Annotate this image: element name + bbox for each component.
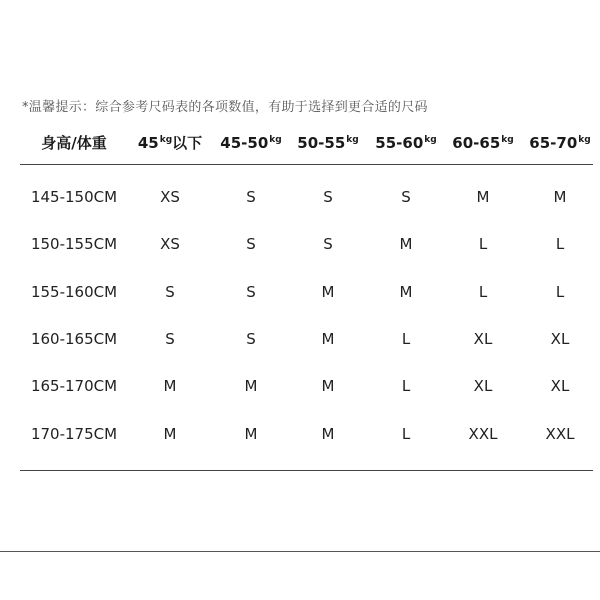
size-cell: L (401, 377, 411, 395)
row-height-label: 145-150CM (30, 188, 118, 206)
size-cell: M (321, 330, 335, 348)
size-cell: S (246, 330, 256, 348)
size-cell: S (323, 188, 333, 206)
table-bottom-divider (20, 470, 593, 471)
size-table-header (0, 128, 600, 158)
row-height-label: 155-160CM (30, 283, 118, 301)
row-height-label: 165-170CM (30, 377, 118, 395)
size-cell: L (478, 235, 488, 253)
size-cell: M (244, 377, 258, 395)
size-cell: XS (160, 235, 180, 253)
size-cell: M (244, 425, 258, 443)
size-cell: XL (473, 377, 493, 395)
size-cell: M (321, 283, 335, 301)
header-height-weight: 身高/体重 (41, 134, 107, 152)
size-cell: S (165, 283, 175, 301)
table-row (0, 371, 600, 401)
table-row (0, 229, 600, 259)
row-height-label: 160-165CM (30, 330, 118, 348)
size-cell: S (246, 283, 256, 301)
size-cell: XXL (545, 425, 575, 443)
size-cell: S (401, 188, 411, 206)
header-weight-col-6: $65-70^{kg}$ (529, 134, 591, 152)
table-row (0, 419, 600, 449)
size-cell: XL (473, 330, 493, 348)
table-row (0, 277, 600, 307)
row-height-label: 170-175CM (30, 425, 118, 443)
size-cell: XL (550, 377, 570, 395)
size-cell: L (401, 330, 411, 348)
header-weight-col-4: $55-60^{kg}$ (375, 134, 437, 152)
size-cell: L (478, 283, 488, 301)
size-cell: M (321, 425, 335, 443)
size-cell: M (553, 188, 567, 206)
size-cell: S (246, 235, 256, 253)
size-cell: M (163, 377, 177, 395)
size-cell: S (246, 188, 256, 206)
size-cell: M (476, 188, 490, 206)
size-cell: XL (550, 330, 570, 348)
size-cell: XS (160, 188, 180, 206)
size-cell: S (323, 235, 333, 253)
table-row (0, 182, 600, 212)
size-cell: S (165, 330, 175, 348)
size-cell: M (163, 425, 177, 443)
header-divider (20, 164, 593, 165)
header-weight-col-3: $50-55^{kg}$ (297, 134, 359, 152)
page-bottom-divider (0, 551, 600, 552)
header-weight-col-1: $45^{kg}$以下 (137, 134, 203, 152)
size-cell: M (321, 377, 335, 395)
header-weight-col-5: $60-65^{kg}$ (452, 134, 514, 152)
header-weight-col-2: $45-50^{kg}$ (220, 134, 282, 152)
size-cell: L (555, 235, 565, 253)
size-cell: M (399, 235, 413, 253)
row-height-label: 150-155CM (30, 235, 118, 253)
size-cell: L (401, 425, 411, 443)
size-cell: XXL (468, 425, 498, 443)
size-cell: M (399, 283, 413, 301)
size-tip-text: *温馨提示：综合参考尺码表的各项数值，有助于选择到更合适的尺码 (22, 100, 428, 115)
table-row (0, 324, 600, 354)
size-cell: L (555, 283, 565, 301)
